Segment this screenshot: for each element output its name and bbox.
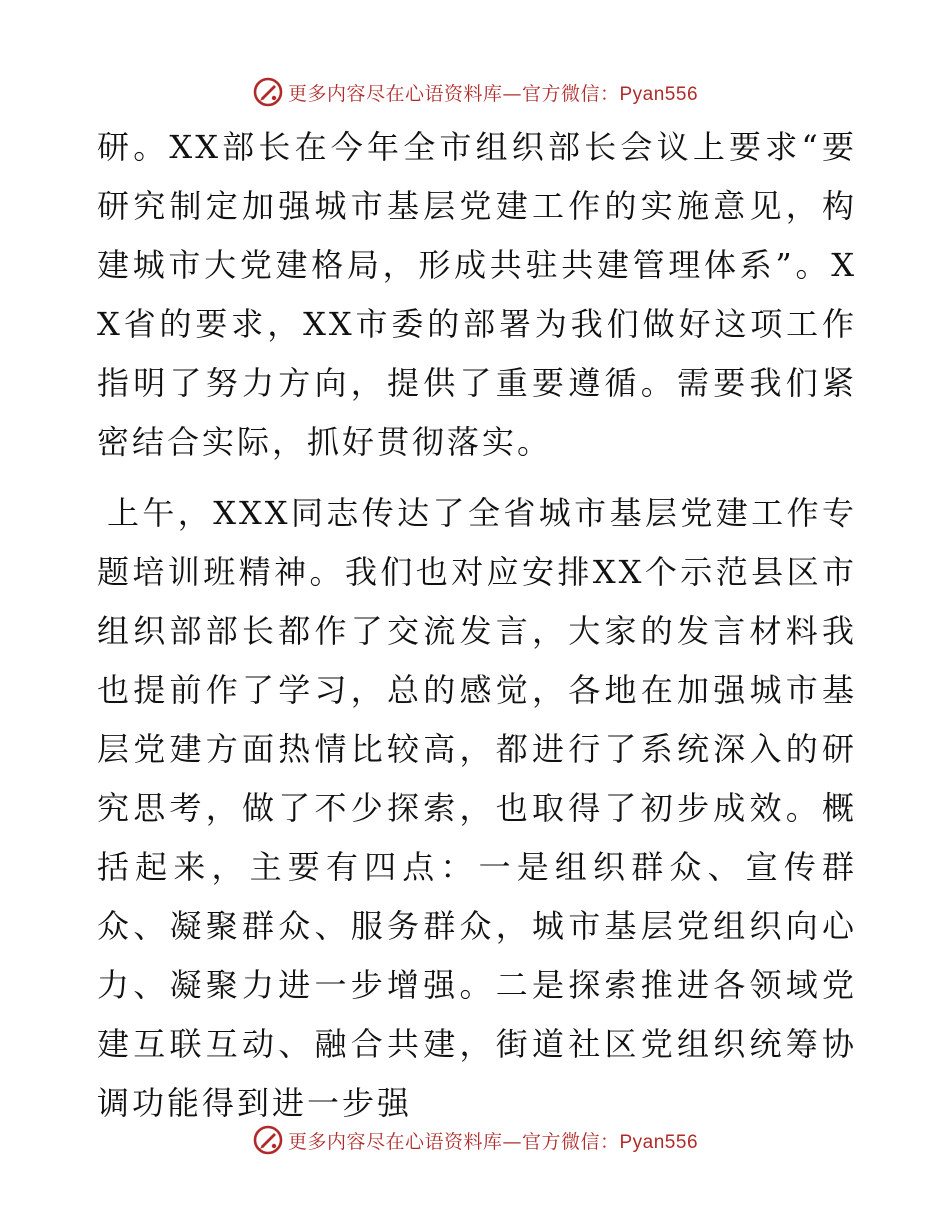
footer-banner-label: 更多内容尽在心语资料库—官方微信： [287, 1130, 620, 1153]
document-body [97, 118, 857, 1133]
footer-banner-text [288, 1127, 698, 1154]
footer-wechat-id: Pyan556 [619, 1131, 699, 1153]
paragraph-1: 研。XX部长在今年全市组织部长会议上要求“要研究制定加强城市基层党建工作的实施意见，构建城市大党建格局，形成共驻共建管理体系”。XX省的要求，XX市委的部署为我们做好这项工作指明了努力方向，提供了重要遵循。需要我们紧密结合实际，抓好贯彻落实。 [97, 128, 857, 461]
paragraph-2: 上午，XXX同志传达了全省城市基层党建工作专题培训班精神。我们也对应安排XX个示范县区市组织部部长都作了交流发言，大家的发言材料我也提前作了学习，总的感觉，各地在加强城市基层党建方面热情比较高，都进行了系统深入的研究思考，做了不少探索，也取得了初步成效。概括起来，主要有四点：一是组织群众、宣传群众、凝聚群众、服务群众，城市基层党组织向心力、凝聚力进一步增强。二是探索推进各领域党建互联互动、融合共建，街道社区党组织统筹协调功能得到进一步强 [97, 494, 857, 1122]
header-banner-label: 更多内容尽在心语资料库—官方微信： [287, 82, 620, 105]
footer-banner [0, 1120, 950, 1160]
header-wechat-id: Pyan556 [619, 83, 699, 105]
header-banner [0, 72, 950, 112]
header-banner-text [288, 79, 698, 106]
quill-pen-logo-icon [252, 76, 284, 108]
quill-pen-logo-icon [252, 1124, 284, 1156]
